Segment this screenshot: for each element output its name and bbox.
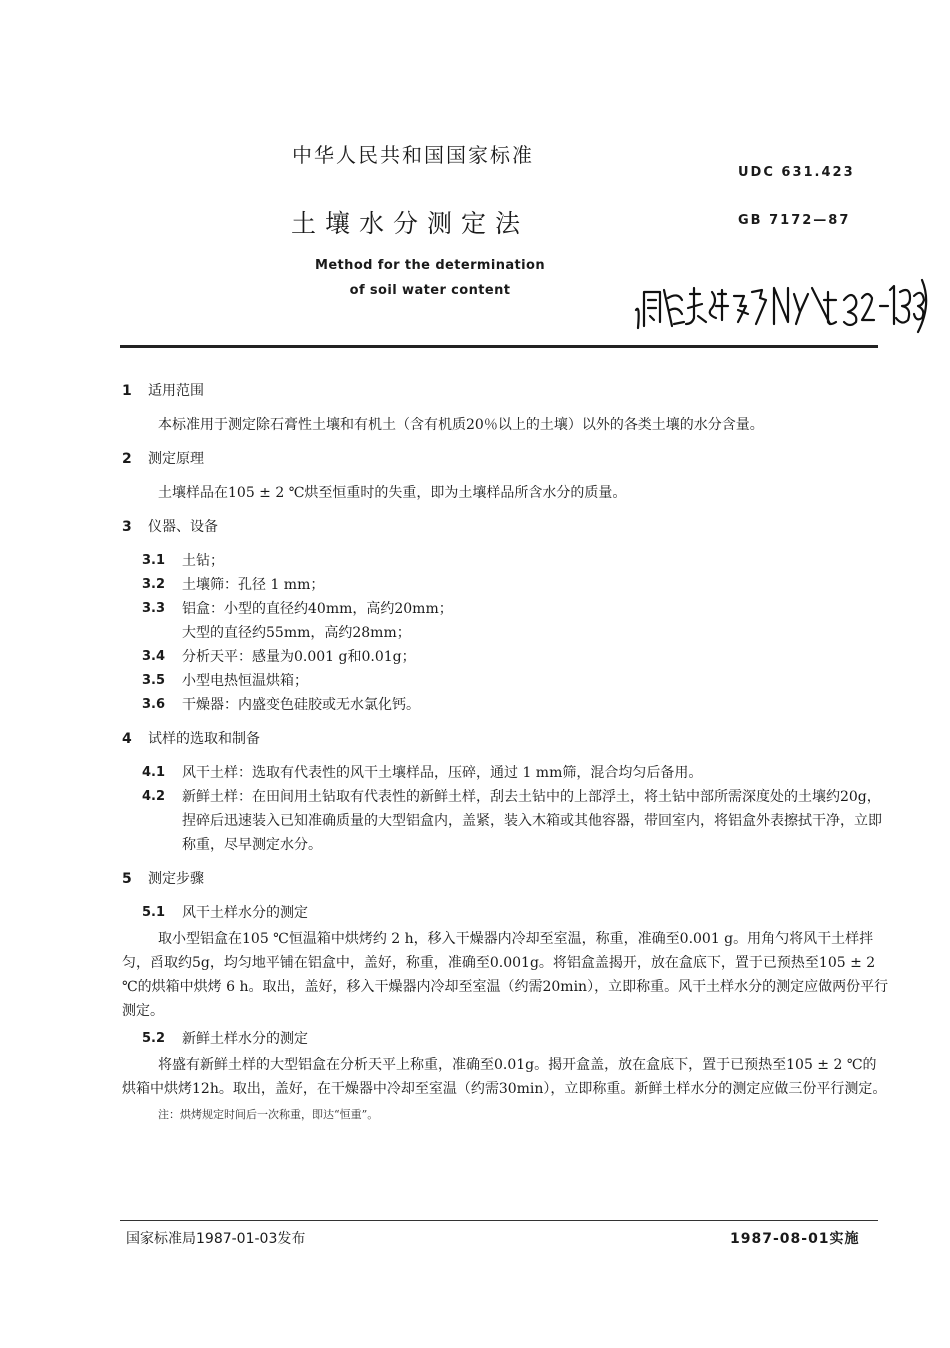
list-item [122,573,890,597]
section-heading [122,379,890,403]
section-heading [122,515,890,539]
document-body [122,377,890,1127]
issuing-authority-title: 中华人民共和国国家标准 [292,143,534,167]
section-heading [122,447,890,471]
item-number: 3.4 [142,649,166,664]
item-number: 3.2 [142,577,166,592]
section-number: 1 [122,383,132,399]
section-number: 3 [122,519,132,535]
list-item [122,693,890,717]
header-rule [120,345,878,348]
list-item [122,549,890,573]
list-item [122,597,890,621]
subsection-paragraph: 取小型铝盒在105 ℃恒温箱中烘烤约 2 h，移入干燥器内冷却至室温，称重，准确至0.001 g。用角勺将风干土样拌匀，舀取约5g，均匀地平铺在铝盒中，盖好，称重，准确至0.001g。将铝盒盖揭开，放在盒底下，置于已预热至105 ± 2 ℃的烘箱中烘烤 6 h。取出，盖好，移入干燥器内冷却至室温（约需20min），立即称重。风干土样水分的测定应做两份平行测定。 [122,931,889,1019]
item-text: 分析天平：感量为0.001 g和0.01g； [182,649,416,665]
item-number: 4.1 [142,765,166,780]
item-text: 土壤筛：孔径 1 mm； [182,577,325,593]
section-heading [122,867,890,891]
subsection-number: 5.1 [142,905,166,920]
item-text: 大型的直径约55mm，高约28mm； [182,625,411,641]
gb-number: GB 7172—87 [738,213,851,228]
item-text: 干燥器：内盛变色硅胶或无水氯化钙。 [182,697,420,713]
subsection-paragraph: 将盛有新鲜土样的大型铝盒在分析天平上称重，准确至0.01g。揭开盒盖，放在盒底下，置于已预热至105 ± 2 ℃的烘箱中烘烤12h。取出，盖好，在干燥器中冷却至室温（约需30min），立即称重。新鲜土样水分的测定应做三份平行测定。 [122,1057,887,1097]
item-number: 3.5 [142,673,166,688]
section-title: 试样的选取和制备 [148,731,260,747]
item-number: 3.1 [142,553,166,568]
section-number: 5 [122,871,132,887]
udc-code: UDC 631.423 [738,165,855,180]
subsection-heading [122,1027,890,1051]
section-title: 仪器、设备 [148,519,218,535]
item-number: 3.6 [142,697,166,712]
list-item [122,785,890,857]
item-text: 新鲜土样：在田间用土钻取有代表性的新鲜土样，刮去土钻中的上部浮土，将土钻中部所需深度处的土壤约20g，捏碎后迅速装入已知准确质量的大型铝盒内，盖紧，装入木箱或其他容器，带回室内，将铝盒外表擦拭干净，立即称重，尽早测定水分。 [182,789,882,853]
list-item [122,669,890,693]
item-number: 3.3 [142,601,166,616]
section-title: 适用范围 [148,383,204,399]
item-text: 风干土样：选取有代表性的风干土壤样品，压碎，通过 1 mm筛，混合均匀后备用。 [182,765,703,781]
english-title-line-2: of soil water content [349,283,511,298]
section-paragraph: 土壤样品在105 ± 2 ℃烘至恒重时的失重，即为土壤样品所含水分的质量。 [158,485,627,501]
item-text: 小型电热恒温烘箱； [182,673,308,689]
section-title: 测定步骤 [148,871,204,887]
subsection-title: 新鲜土样水分的测定 [182,1031,308,1047]
subsection-number: 5.2 [142,1031,166,1046]
section-paragraph: 本标准用于测定除石膏性土壤和有机土（含有机质20％以上的土壤）以外的各类土壤的水分含量。 [158,417,764,433]
note: 注：烘烤规定时间后一次称重，即达“恒重”。 [158,1108,379,1121]
english-title-line-1: Method for the determination [315,258,545,273]
section-title: 测定原理 [148,451,204,467]
subsection-heading [122,901,890,925]
item-number: 4.2 [142,789,166,804]
item-text: 土钻； [182,553,224,569]
item-number [122,621,182,645]
issue-date: 国家标准局1987-01-03发布 [126,1231,306,1247]
handwritten-annotation [628,270,928,340]
list-item [122,621,890,645]
footer-rule [120,1220,878,1221]
effective-date: 1987-08-01实施 [730,1231,860,1247]
subsection-title: 风干土样水分的测定 [182,905,308,921]
list-item [122,761,890,785]
standard-title: 土壤水分测定法 [291,209,530,238]
list-item [122,645,890,669]
section-number: 2 [122,451,132,467]
section-number: 4 [122,731,132,747]
section-heading [122,727,890,751]
item-text: 铝盒：小型的直径约40mm，高约20mm； [182,601,453,617]
